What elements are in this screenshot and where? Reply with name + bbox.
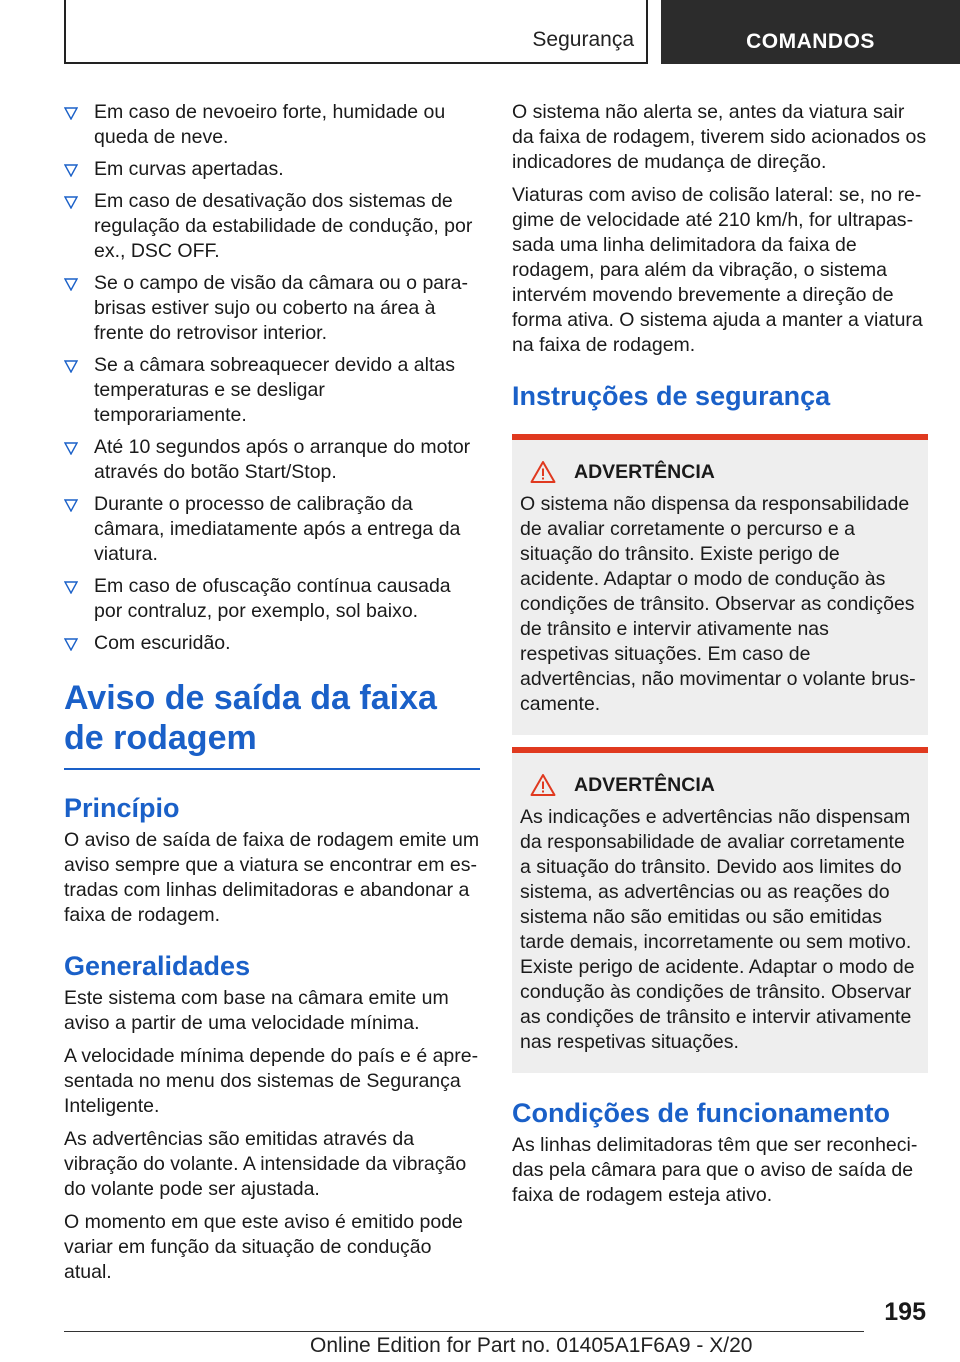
list-item [64,353,480,428]
list-item-text: Até 10 segundos após o arranque do motor através do botão Start/Stop. [94,436,471,483]
triangle-bullet-icon [64,581,78,594]
header-section-box [64,0,648,64]
conditions-text: As linhas delimitadoras têm que ser reconhecidas pela câmara para que o aviso de saída de faixa de rodagem esteja ativo. [512,1134,918,1206]
footer-edition: Online Edition for Part no. 01405A1F6A9 - X/20 [310,1334,753,1357]
header-section-label: Segurança [532,28,634,51]
footer-rule [64,1331,864,1332]
general-paragraph: As advertências são emitidas através da vibração do volante. A intensidade da vibração do volante pode ser ajustada. [64,1128,467,1200]
list-item [64,157,480,182]
list-item [64,435,480,485]
list-item-text: Em caso de nevoeiro forte, humidade ou queda de neve. [94,101,446,148]
general-heading: Generalidades [64,951,251,981]
list-item [64,271,480,346]
list-item [64,100,480,150]
warning-title-row [530,460,920,484]
section-title: Aviso de saída da faixa de rodagem [64,679,437,757]
warning-title: ADVERTÊNCIA [574,460,715,483]
list-item [64,574,480,624]
triangle-bullet-icon [64,278,78,291]
triangle-bullet-icon [64,638,78,651]
list-item-text: Durante o processo de calibração da câmara, imediatamente após a entrega da viatura. [94,493,461,565]
list-item [64,631,480,656]
safety-heading: Instruções de segurança [512,381,831,411]
body-paragraph: Viaturas com aviso de colisão lateral: se, no regime de velocidade até 210 km/h, for ultrapassada uma linha delimitadora da faixa de rodagem, para além da vibração, o sistema intervém movendo brevemente a direção de forma ativa. O sistema ajuda a manter a viatura na faixa de rodagem. [512,184,923,356]
general-paragraph: A velocidade mínima depende do país e é apresentada no menu dos sistemas de Segurança Inteligente. [64,1045,479,1117]
condition-list [64,100,480,656]
list-item-text: Se o campo de visão da câmara ou o para-brisas estiver sujo ou coberto na área à frente do retrovisor interior. [94,272,468,344]
principle-text: O aviso de saída de faixa de rodagem emite um aviso sempre que a viatura se encontrar em estradas com linhas delimitadoras e abandonar a faixa de rodagem. [64,829,480,926]
triangle-bullet-icon [64,442,78,455]
warning-triangle-icon [530,460,556,484]
warning-text: O sistema não dispensa da responsabilidade de avaliar corretamente o percurso e a situação do trânsito. Existe perigo de acidente. Adaptar o modo de condução às condições de trânsito. Observar as condições de trânsito e intervir ativamente nas respetivas situações. Em caso de advertências, não movimentar o volante bruscamente. [520,493,916,715]
triangle-bullet-icon [64,164,78,177]
warning-box [512,434,928,735]
list-item [64,189,480,264]
header-chapter-tab [661,0,960,64]
principle-heading: Princípio [64,793,180,823]
triangle-bullet-icon [64,499,78,512]
list-item-text: Em caso de ofuscação contínua causada por contraluz, por exemplo, sol baixo. [94,575,451,622]
body-paragraph: O sistema não alerta se, antes da viatura sair da faixa de rodagem, tiverem sido acionados os indicadores de mudança de direção. [512,101,927,173]
left-column [64,100,480,1293]
warning-text: As indicações e advertências não dispensam da responsabilidade de avaliar corretamente a situação do trânsito. Devido aos limites do sistema, as advertências ou as reações do sistema não são emitidas ou são emitidas tarde demais, incorretamente ou sem motivo. Existe perigo de acidente. Adaptar o modo de condução às condições de trânsito. Observar as condições de trânsito e intervir ativamente nas respetivas situações. [520,806,915,1053]
conditions-heading: Condições de funcionamento [512,1098,891,1128]
list-item [64,492,480,567]
page-number: 195 [884,1298,926,1326]
general-paragraph: O momento em que este aviso é emitido pode variar em função da situação de condução atual. [64,1211,463,1283]
warning-title: ADVERTÊNCIA [574,773,715,796]
warning-triangle-icon [530,773,556,797]
list-item-text: Com escuridão. [94,632,231,654]
triangle-bullet-icon [64,360,78,373]
triangle-bullet-icon [64,196,78,209]
header-chapter-label: COMANDOS [746,30,875,53]
list-item-text: Se a câmara sobreaquecer devido a altas temperaturas e se desligar temporariamente. [94,354,455,426]
list-item-text: Em caso de desativação dos sistemas de regulação da estabilidade de condução, por ex., DSC OFF. [94,190,473,262]
right-column [512,100,928,1216]
section-title-rule [64,768,480,770]
warning-box [512,747,928,1073]
general-paragraph: Este sistema com base na câmara emite um aviso a partir de uma velocidade mínima. [64,987,449,1034]
list-item-text: Em curvas apertadas. [94,158,284,180]
warning-title-row [530,773,920,797]
triangle-bullet-icon [64,107,78,120]
